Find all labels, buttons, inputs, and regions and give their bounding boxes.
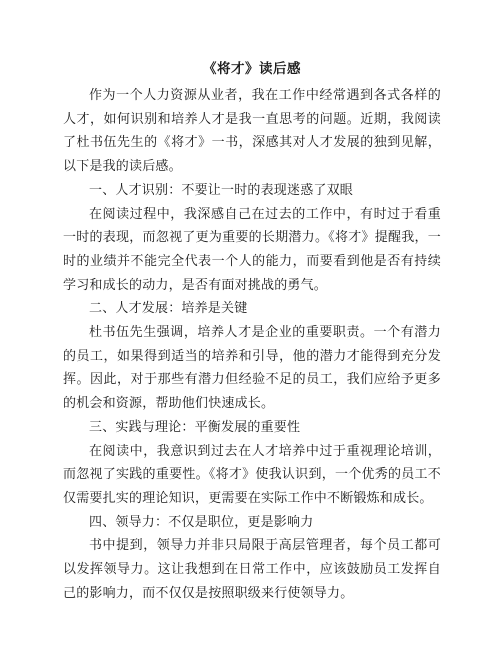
section-body-1: 在阅读过程中，我深感自己在过去的工作中，有时过于看重一时的表现，而忽视了更为重要的长期潜力。《将才》提醒我，一时的业绩并不能完全代表一个人的能力，而要看到他是否有持续学习和成长的动力，是否有面对挑战的勇气。	[63, 206, 441, 293]
section-heading-4: 四、领导力：不仅是职位，更是影响力	[89, 514, 314, 530]
section-body-3: 在阅读中，我意识到过去在人才培养中过于重视理论培训，而忽视了实践的重要性。《将才》使我认识到，一个优秀的员工不仅需要扎实的理论知识，更需要在实际工作中不断锻炼和成长。	[63, 443, 441, 506]
intro-paragraph: 作为一个人力资源从业者，我在工作中经常遇到各式各样的人才，如何识别和培养人才是我一直思考的问题。近期，我阅读了杜书伍先生的《将才》一书，深感其对人才发展的独到见解，以下是我的读后感。	[63, 88, 441, 175]
section-heading-2: 二、人才发展：培养是关键	[89, 301, 248, 317]
document-title: 《将才》读后感	[203, 61, 301, 77]
section-heading-1: 一、人才识别：不要让一时的表现迷惑了双眼	[89, 182, 354, 198]
section-heading-3: 三、实践与理论：平衡发展的重要性	[89, 419, 301, 435]
section-body-2: 杜书伍先生强调，培养人才是企业的重要职责。一个有潜力的员工，如果得到适当的培养和引导，他的潜力才能得到充分发挥。因此，对于那些有潜力但经验不足的员工，我们应给予更多的机会和资源，帮助他们快速成长。	[63, 325, 441, 412]
section-body-4: 书中提到，领导力并非只局限于高层管理者，每个员工都可以发挥领导力。这让我想到在日常工作中，应该鼓励员工发挥自己的影响力，而不仅仅是按照职级来行使领导力。	[63, 538, 441, 601]
